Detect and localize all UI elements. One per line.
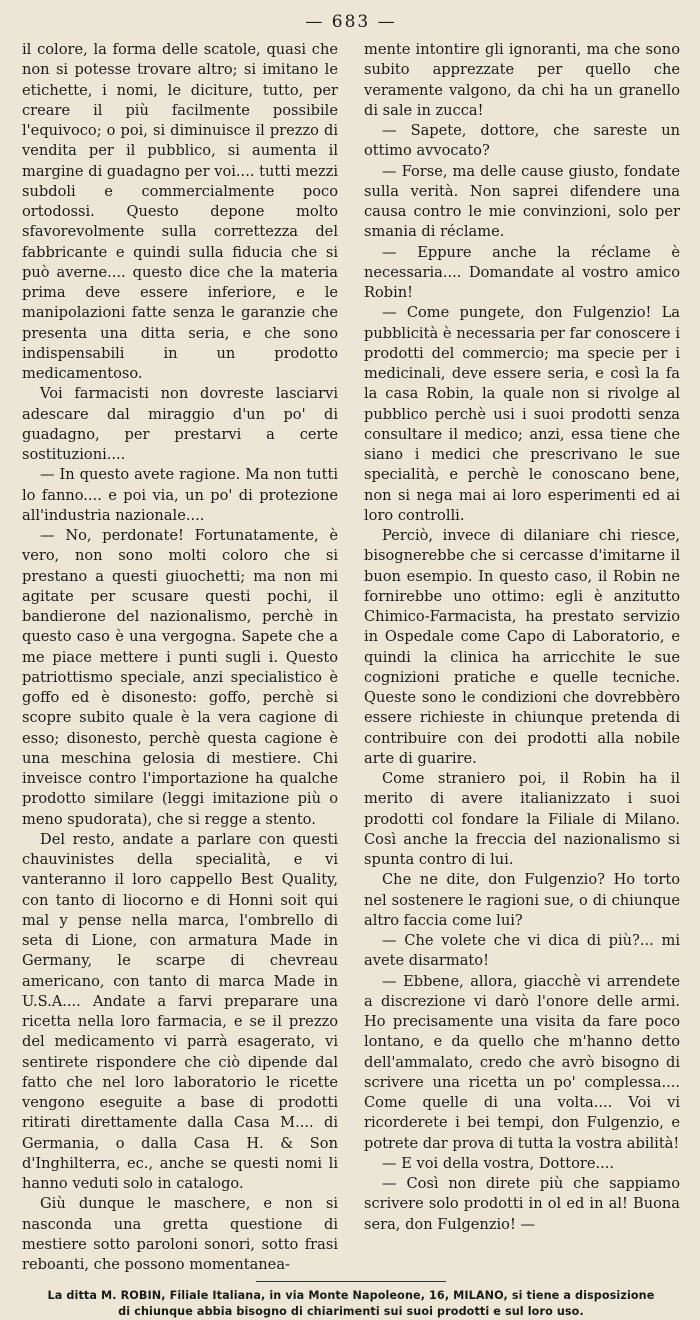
- paragraph: — Ebbene, allora, giacchè vi arrendete a discrezione vi darò l'onore delle armi. Ho precisamente una visita da fare poco lontano, e da quello che m'hanno detto dell'ammalato, credo che avrò bisogno di scrivere una ricetta un po' complessa.... Come quelle di una volta.... Voi vi ricorderete i bei tempi, don Fulgenzio, e potrete dar prova di tutta la vostra abilità!: [364, 972, 680, 1152]
- paragraph: Come straniero poi, il Robin ha il merito di avere italianizzato i suoi prodotti col fondare la Filiale di Milano. Così anche la freccia del nazionalismo si spunta contro di lui.: [364, 770, 680, 868]
- paragraph: — E voi della vostra, Dottore....: [382, 1154, 615, 1172]
- advertisement-notice: [22, 1288, 680, 1320]
- right-column: [364, 40, 680, 1275]
- paragraph: — Sapete, dottore, che sareste un ottimo avvocato?: [364, 122, 680, 160]
- left-column: [22, 40, 338, 1275]
- paragraph: il colore, la forma delle scatole, quasi che non si potesse trovare altro; si imitano le etichette, i nomi, le diciture, tutto, per creare il più facilmente possibile l'equivoco; o poi, si diminuisce il prezzo di vendita per il pubblico, si aumenta il margine di guadagno per voi.... tutti mezzi subdoli e commercialmente poco ortodossi. Questo depone molto sfavorevolmente sulla correttezza del fabbricante e quindi sulla fiducia che si può averne.... questo dice che la materia prima deve essere inferiore, e le manipolazioni fatte senza le garanzie che presenta una ditta seria, e che sono indispensabili in un prodotto medicamentoso.: [22, 41, 338, 382]
- notice-line: La ditta M. ROBIN, Filiale Italiana, in via Monte Napoleone, 16, MILANO, si tiene a disposizione: [47, 1289, 655, 1303]
- paragraph: Che ne dite, don Fulgenzio? Ho torto nel sostenere le ragioni sue, o di chiunque altro faccia come lui?: [364, 871, 680, 929]
- paragraph: — Così non direte più che sappiamo scrivere solo prodotti in ol ed in al! Buona sera, don Fulgenzio! —: [364, 1175, 680, 1233]
- paragraph: Voi farmacisti non dovreste lasciarvi adescare dal miraggio d'un po' di guadagno, per prestarvi a certe sostituzioni....: [22, 385, 338, 463]
- paragraph: — In questo avete ragione. Ma non tutti lo fanno.... e poi via, un po' di protezione all'industria nazionale....: [22, 466, 338, 524]
- paragraph: Perciò, invece di dilaniare chi riesce, bisognerebbe che si cercasse d'imitarne il buon esempio. In questo caso, il Robin ne fornirebbe uno ottimo: egli è anzitutto Chimico-Farmacista, ha prestato servizio in Ospedale come Capo di Laboratorio, e quindi la clinica ha arricchite le sue cognizioni pratiche e quelle tecniche. Queste sono le condizioni che dovrebbèro essere richieste in chiunque pretenda di contribuire con dei prodotti alla nobile arte di guarire.: [364, 527, 680, 767]
- paragraph: mente intontire gli ignoranti, ma che sono subito apprezzate per quello che veramente valgono, da chi ha un granello di sale in zucca!: [364, 41, 680, 119]
- page-number: — 683 —: [305, 12, 397, 32]
- separator-rule: [256, 1281, 446, 1282]
- paragraph: Del resto, andate a parlare con questi chauvinistes della specialità, e vi vanteranno il loro cappello Best Quality, con tanto di liocorno e di Honni soit qui mal y pense nella marca, l'ombrello di seta di Lione, con armatura Made in Germany, le scarpe di chevreau americano, con tanto di marca Made in U.S.A.... Andate a farvi preparare una ricetta nella loro farmacia, e se il prezzo del medicamento vi parrà esagerato, vi sentirete rispondere che ciò dipende dal fatto che nel loro laboratorio le ricette vengono eseguite a base di prodotti ritirati direttamente dalla Casa M.... di Germania, o dalla Casa H. & Son d'Inghilterra, ec., anche se questi nomi li hanno veduti solo in catalogo.: [22, 830, 338, 1192]
- text-columns: [22, 40, 680, 1275]
- paragraph: — Forse, ma delle cause giusto, fondate sulla verità. Non saprei difendere una causa contro le mie convinzioni, solo per smania di réclame.: [364, 162, 680, 241]
- paragraph: — Come pungete, don Fulgenzio! La pubblicità è necessaria per far conoscere i prodotti del commercio; ma specie per i medicinali, deve essere seria, e così la fa la casa Robin, la quale non si rivolge al pubblico perchè usi i suoi prodotti senza consultare il medico; anzi, essa tiene che siano i medici che prescrivano le sue specialità, e perchè le conoscano bene, non si nega mai ai loro esperimenti ed ai loro controlli.: [364, 304, 680, 524]
- paragraph: — Eppure anche la réclame è necessaria.... Domandate al vostro amico Robin!: [364, 243, 680, 301]
- paragraph: — No, perdonate! Fortunatamente, è vero, non sono molti coloro che si prestano a questi giuochetti; ma non mi agitate per scusare questi pochi, il bandierone del nazionalismo, perchè in questo caso è una vergogna. Sapete che a me piace mettere i punti sugli i. Questo patriottismo speciale, anzi specialistico è goffo ed è disonesto: goffo, perchè si scopre subito quale è la vera cagione di esso; disonesto, perchè questa cagione è una meschina gelosia di mestiere. Chi inveisce contro l'importazione ha qualche prodotto similare (leggi imitazione più o meno spudorata), che si regge a stento.: [22, 527, 338, 828]
- notice-line: di chiunque abbia bisogno di chiarimenti sui suoi prodotti e sul loro uso.: [118, 1305, 584, 1319]
- paragraph: — Che volete che vi dica di più?... mi avete disarmato!: [364, 932, 680, 970]
- paragraph: Giù dunque le maschere, e non si nasconda una gretta questione di mestiere sotto paroloni sonori, sotto frasi reboanti, che possono momentanea-: [22, 1195, 338, 1273]
